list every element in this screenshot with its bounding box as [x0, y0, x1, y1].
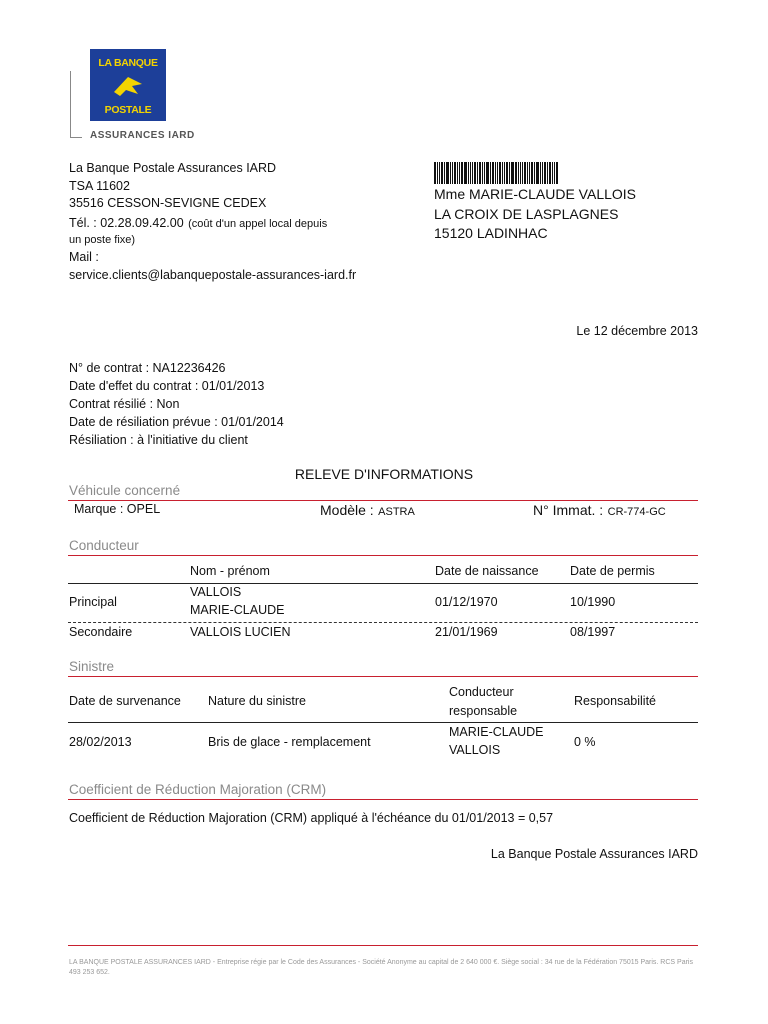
company-logo — [90, 49, 166, 121]
document-title: RELEVE D'INFORMATIONS — [294, 466, 474, 482]
letter-date: Le 12 décembre 2013 — [576, 324, 698, 338]
barcode-bar — [439, 162, 440, 184]
claim-row-date: 28/02/2013 — [69, 735, 132, 749]
barcode-bar — [540, 162, 541, 184]
barcode-bar — [474, 162, 476, 184]
crm-section-title: Coefficient de Réduction Majoration (CRM) — [69, 782, 327, 797]
sender-tsa: TSA 11602 — [69, 179, 130, 193]
claim-row-driver: MARIE-CLAUDE — [449, 725, 544, 739]
driver-row-license: 10/1990 — [570, 595, 616, 609]
barcode-bar — [434, 162, 436, 184]
barcode-bar — [536, 162, 539, 184]
claims-header-rule — [68, 722, 698, 723]
logo-line1: LA BANQUE — [98, 57, 158, 69]
barcode-bar — [506, 162, 508, 184]
contract-termination-reason: Résiliation : à l'initiative du client — [69, 433, 248, 447]
claims-section-title: Sinistre — [69, 659, 115, 674]
sender-city: 35516 CESSON-SEVIGNE CEDEX — [69, 196, 267, 210]
barcode-bar — [524, 162, 526, 184]
barcode-bar — [484, 162, 485, 184]
claims-header-responsibility: Responsabilité — [574, 694, 656, 708]
vehicle-model-value: ASTRA — [378, 506, 415, 518]
footer-rule — [68, 945, 698, 946]
barcode-bar — [502, 162, 503, 184]
barcode-bar — [552, 162, 553, 184]
barcode-bar — [495, 162, 496, 184]
vehicle-section-rule — [68, 500, 698, 501]
barcode-bar — [554, 162, 555, 184]
barcode-bar — [529, 162, 530, 184]
sender-phone-line — [69, 214, 327, 232]
barcode-bar — [470, 162, 471, 184]
sender-mail: service.clients@labanquepostale-assurances-iard.fr — [69, 268, 357, 282]
contract-termination-date: Date de résiliation prévue : 01/01/2014 — [69, 415, 284, 429]
barcode-bar — [457, 162, 458, 184]
barcode-bar — [499, 162, 501, 184]
driver-row-birth: 01/12/1970 — [435, 595, 498, 609]
barcode-bar — [444, 162, 445, 184]
barcode-bar — [515, 162, 517, 184]
barcode-bar — [477, 162, 478, 184]
legal-footer: LA BANQUE POSTALE ASSURANCES IARD - Entreprise régie par le Code des Assurances - Société Anonyme au capital de 2 640 000 €. Siège social : 34 rue de la Fédération 75015 Paris. RCS Paris 493 253 652. — [69, 959, 693, 976]
sender-phone-note: (coût d'un appel local depuis — [188, 218, 328, 230]
barcode-bar — [472, 162, 473, 184]
barcode-bar — [464, 162, 467, 184]
barcode-bar — [518, 162, 519, 184]
claims-header-nature: Nature du sinistre — [208, 694, 306, 708]
driver-row-role: Principal — [69, 595, 117, 609]
vehicle-registration-label: N° Immat. : — [533, 502, 604, 518]
barcode-bar — [520, 162, 521, 184]
barcode-bar — [497, 162, 498, 184]
logo-subtitle: ASSURANCES IARD — [90, 130, 195, 141]
sender-name: La Banque Postale Assurances IARD — [69, 161, 277, 175]
logo-frame-line — [70, 71, 71, 138]
vehicle-registration — [533, 502, 666, 520]
claims-header-driver: Conducteur — [449, 685, 514, 699]
barcode-bar — [446, 162, 449, 184]
barcode-bar — [482, 162, 483, 184]
barcode-bar — [556, 162, 558, 184]
drivers-section-title: Conducteur — [69, 538, 139, 553]
sender-phone: Tél. : 02.28.09.42.00 — [69, 216, 184, 230]
signature: La Banque Postale Assurances IARD — [490, 847, 698, 861]
barcode-bar — [504, 162, 505, 184]
barcode-bar — [527, 162, 528, 184]
barcode-bar — [437, 162, 438, 184]
recipient-name: Mme MARIE-CLAUDE VALLOIS — [434, 186, 637, 202]
drivers-row-divider — [68, 622, 698, 623]
barcode-bar — [486, 162, 489, 184]
claim-row-nature: Bris de glace - remplacement — [208, 735, 371, 749]
barcode-bar — [509, 162, 510, 184]
drivers-header-rule — [68, 583, 698, 584]
driver-row-name: VALLOIS LUCIEN — [190, 625, 291, 639]
barcode-bar — [441, 162, 443, 184]
vehicle-model — [320, 502, 415, 520]
claims-header-driver-2: responsable — [449, 704, 518, 718]
sender-phone-note-2: un poste fixe) — [69, 234, 136, 246]
barcode-bar — [461, 162, 463, 184]
barcode-bar — [511, 162, 514, 184]
claims-header-date: Date de survenance — [69, 694, 181, 708]
claim-row-responsibility: 0 % — [574, 735, 596, 749]
vehicle-registration-value: CR-774-GC — [607, 506, 666, 518]
barcode-bar — [450, 162, 451, 184]
driver-row-birth: 21/01/1969 — [435, 625, 498, 639]
contract-effective-date: Date d'effet du contrat : 01/01/2013 — [69, 379, 265, 393]
logo-frame-tick — [70, 137, 82, 138]
barcode-bar — [549, 162, 551, 184]
vehicle-section-title: Véhicule concerné — [69, 483, 181, 498]
drivers-header-birth: Date de naissance — [435, 564, 539, 578]
barcode-bar — [522, 162, 523, 184]
vehicle-model-label: Modèle : — [320, 502, 374, 518]
drivers-header-license: Date de permis — [570, 564, 655, 578]
contract-number: N° de contrat : NA12236426 — [69, 361, 226, 375]
crm-statement: Coefficient de Réduction Majoration (CRM) appliqué à l'échéance du 01/01/2013 = 0,57 — [69, 811, 554, 825]
barcode-bar — [547, 162, 548, 184]
barcode-bar — [542, 162, 543, 184]
barcode-bar — [492, 162, 494, 184]
barcode-bar — [490, 162, 491, 184]
barcode-bar — [459, 162, 460, 184]
barcode-bar — [454, 162, 456, 184]
vehicle-brand: Marque : OPEL — [74, 502, 161, 516]
driver-row-firstname: MARIE-CLAUDE — [190, 603, 285, 617]
claim-row-driver-2: VALLOIS — [449, 743, 501, 757]
driver-row-name: VALLOIS — [190, 585, 242, 599]
drivers-section-rule — [68, 555, 698, 556]
contract-terminated: Contrat résilié : Non — [69, 397, 180, 411]
sender-mail-label: Mail : — [69, 250, 99, 264]
drivers-header-name: Nom - prénom — [190, 564, 270, 578]
barcode-bar — [452, 162, 453, 184]
barcode-bar — [544, 162, 546, 184]
bird-emblem-icon — [112, 72, 144, 100]
recipient-street: LA CROIX DE LASPLAGNES — [434, 206, 619, 222]
driver-row-license: 08/1997 — [570, 625, 616, 639]
barcode-bar — [479, 162, 481, 184]
barcode-bar — [468, 162, 469, 184]
crm-section-rule — [68, 799, 698, 800]
driver-row-role: Secondaire — [69, 625, 133, 639]
barcode-bar — [534, 162, 535, 184]
postal-barcode — [434, 162, 604, 184]
recipient-city: 15120 LADINHAC — [434, 225, 548, 241]
logo-line2: POSTALE — [104, 104, 152, 116]
claims-section-rule — [68, 676, 698, 677]
barcode-bar — [531, 162, 533, 184]
